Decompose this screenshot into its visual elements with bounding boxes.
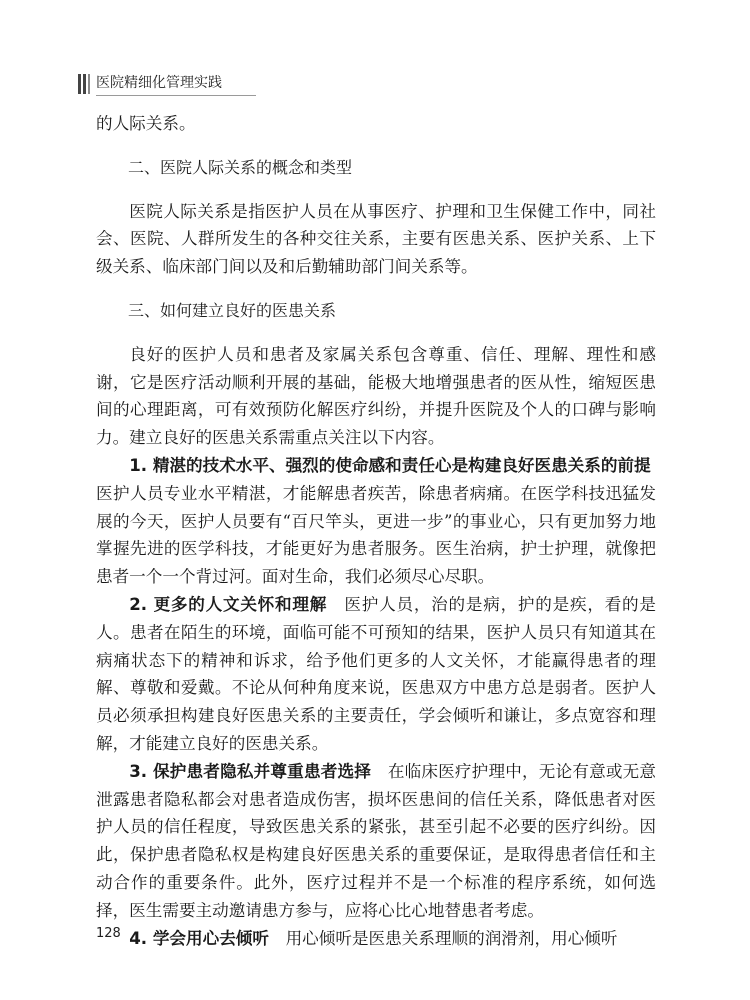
list-item-2 — [96, 591, 656, 758]
page-number: 128 — [96, 926, 121, 941]
list-item-2-lead: 2. 更多的人文关怀和理解 — [129, 594, 328, 614]
list-item-1 — [96, 452, 668, 591]
paragraph-continuation: 的人际关系。 — [96, 114, 196, 133]
list-item-3 — [96, 758, 656, 925]
list-item-2-text: 医护人员，治的是病，护的是疾，看的是人。患者在陌生的环境，面临可能不可预知的结果，医护人员只有知道其在病痛状态下的精神和诉求，给予他们更多的人文关怀，才能赢得患者的理解、尊敬和爱戴。不论从何种角度来说，医患双方中患方总是弱者。医护人员必须承担构建良好医患关系的主要责任，学会倾听和谦让，多点宽容和理解，才能建立良好的医患关系。 — [96, 594, 656, 753]
header-rule — [96, 95, 256, 96]
list-item-4-lead: 4. 学会用心去倾听 — [129, 928, 269, 948]
list-item-3-text: 在临床医疗护理中，无论有意或无意泄露患者隐私都会对患者造成伤害，损坏医患间的信任关系，降低患者对医护人员的信任程度，导致医患关系的紧张，甚至引起不必要的医疗纠纷。因此，保护患者隐私权是构建良好医患关系的重要保证，是取得患者信任和主动合作的重要条件。此外，医疗过程并不是一个标准的程序系统，如何选择，医生需要主动邀请患方参与，应将心比心地替患者考虑。 — [96, 761, 656, 920]
paragraph-intro: 良好的医护人员和患者及家属关系包含尊重、信任、理解、理性和感谢，它是医疗活动顺利开展的基础，能极大地增强患者的医从性，缩短医患间的心理距离，可有效预防化解医疗纠纷，并提升医院及个人的口碑与影响力。建立良好的医患关系需重点关注以下内容。 — [96, 344, 656, 448]
header-title: 医院精细化管理实践 — [96, 75, 222, 91]
list-item-1-text: 医护人员专业水平精湛，才能解患者疾苦，除患者病痛。在医学科技迅猛发展的今天，医护人员要有“百尺竿头，更进一步”的事业心，只有更加努力地掌握先进的医学科技，才能更好为患者服务。医生治病，护士护理，就像把患者一个一个背过河。面对生命，我们必须尽心尽职。 — [96, 455, 668, 587]
paragraph-definition: 医院人际关系是指医护人员在从事医疗、护理和卫生保健工作中，同社会、医院、人群所发生的各种交往关系，主要有医患关系、医护关系、上下级关系、临床部门间以及和后勤辅助部门间关系等。 — [96, 201, 656, 277]
list-item-4-text: 用心倾听是医患关系理顺的润滑剂，用心倾听 — [268, 928, 618, 948]
section-heading-2: 二、医院人际关系的概念和类型 — [128, 157, 353, 177]
running-header — [78, 68, 288, 98]
list-item-4 — [96, 925, 656, 953]
header-bars-icon — [78, 74, 98, 94]
list-item-1-lead: 1. 精湛的技术水平、强烈的使命感和责任心是构建良好医患关系的前提 — [129, 455, 651, 475]
body-text — [96, 110, 668, 952]
section-heading-3: 三、如何建立良好的医患关系 — [128, 300, 337, 320]
list-item-3-lead: 3. 保护患者隐私并尊重患者选择 — [129, 761, 372, 781]
